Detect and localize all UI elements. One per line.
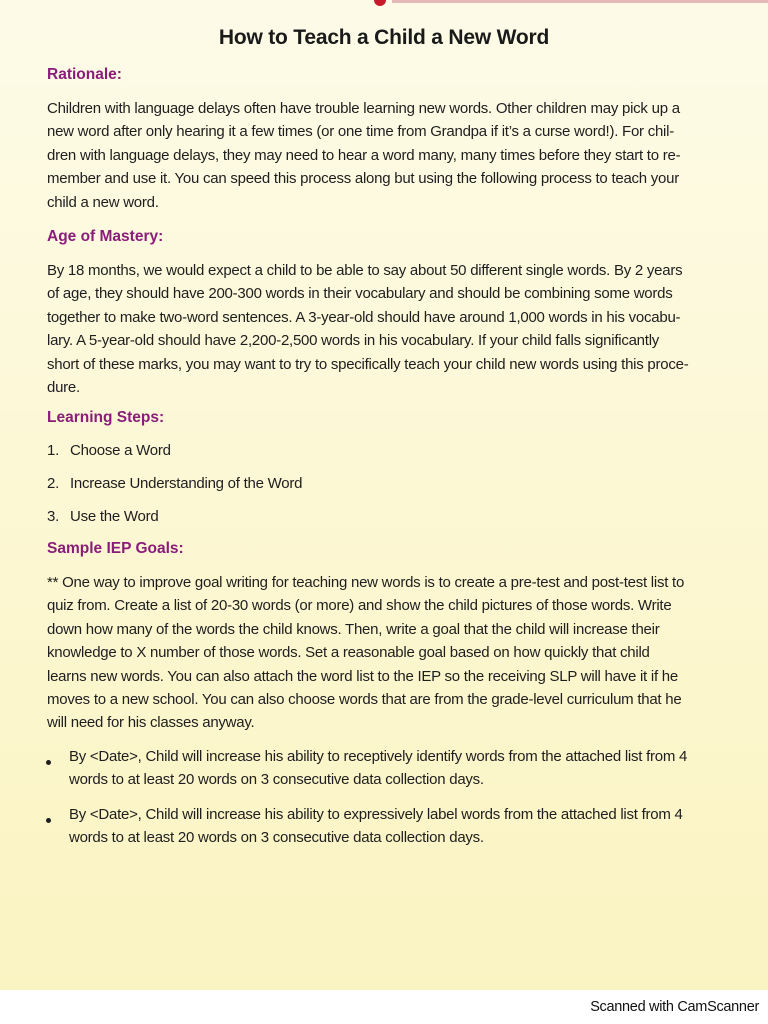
text-line: moves to a new school. You can also choose words that are from the grade-level curriculum that he [47, 691, 682, 709]
bullet-icon [46, 760, 51, 765]
text-line: knowledge to X number of those words. Set a reasonable goal based on how quickly that child [47, 644, 650, 662]
text-line: will need for his classes anyway. [47, 714, 255, 732]
iep-goal-bullet [69, 745, 687, 792]
text-line: short of these marks, you may want to try to specifically teach your child new words using this proce- [47, 355, 689, 373]
age-of-mastery-heading: Age of Mastery: [47, 228, 164, 245]
top-decorative-dot [374, 0, 386, 6]
learning-step-item [47, 508, 158, 525]
learning-steps-heading: Learning Steps: [47, 409, 165, 426]
rationale-heading: Rationale: [47, 66, 122, 83]
text-line: down how many of the words the child knows. Then, write a goal that the child will increase their [47, 620, 660, 638]
learning-step-item [47, 475, 302, 492]
step-text: Increase Understanding of the Word [70, 475, 303, 492]
text-line: By <Date>, Child will increase his ability to receptively identify words from the attached list from 4 [69, 748, 688, 765]
text-line: dren with language delays, they may need to hear a word many, many times before they start to re- [47, 146, 681, 164]
top-decorative-rule [392, 0, 768, 3]
step-text: Choose a Word [70, 442, 171, 459]
document-title: How to Teach a Child a New Word [218, 26, 550, 49]
step-number: 1. [47, 442, 60, 459]
text-line: new word after only hearing it a few times (or one time from Grandpa if it’s a curse word!). For chil- [47, 123, 674, 141]
text-line: member and use it. You can speed this process along but using the following process to teach your [47, 170, 679, 188]
text-line: words to at least 20 words on 3 consecutive data collection days. [69, 829, 484, 847]
camscanner-watermark: Scanned with CamScanner [590, 999, 759, 1015]
text-line: dure. [47, 379, 80, 397]
text-line: child a new word. [47, 193, 159, 211]
text-line: words to at least 20 words on 3 consecutive data collection days. [69, 771, 484, 789]
learning-step-item [47, 442, 171, 459]
rationale-paragraph [47, 97, 723, 214]
text-line: quiz from. Create a list of 20-30 words (or more) and show the child pictures of those words. Write [47, 597, 672, 615]
iep-goal-bullet [69, 803, 683, 850]
step-text: Use the Word [70, 508, 159, 525]
text-line: together to make two-word sentences. A 3-year-old should have around 1,000 words in his vocabu- [47, 308, 681, 326]
step-number: 2. [47, 475, 60, 492]
step-number: 3. [47, 508, 60, 525]
text-line: of age, they should have 200-300 words in their vocabulary and should be combining some words [47, 285, 673, 303]
text-line: Children with language delays often have trouble learning new words. Other children may pick up a [47, 100, 680, 117]
bullet-icon [46, 818, 51, 823]
iep-goals-intro-paragraph [47, 571, 723, 735]
text-line: learns new words. You can also attach the word list to the IEP so the receiving SLP will have it if he [47, 667, 678, 685]
text-line: By 18 months, we would expect a child to be able to say about 50 different single words. By 2 years [47, 262, 683, 279]
age-of-mastery-paragraph [47, 259, 723, 399]
text-line: lary. A 5-year-old should have 2,200-2,500 words in his vocabulary. If your child falls significantly [47, 332, 660, 350]
text-line: ** One way to improve goal writing for teaching new words is to create a pre-test and post-test list to [47, 574, 685, 591]
sample-iep-goals-heading: Sample IEP Goals: [47, 540, 184, 557]
text-line: By <Date>, Child will increase his ability to expressively label words from the attached list from 4 [69, 806, 683, 823]
